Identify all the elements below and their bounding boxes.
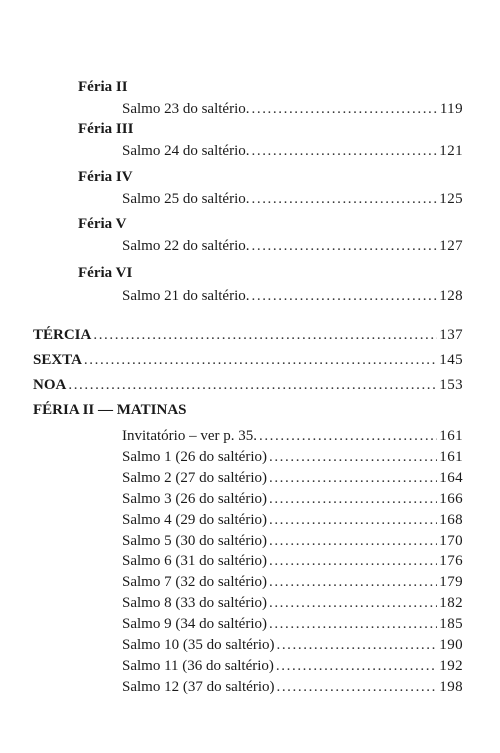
toc-entry-label: Salmo 8 (33 do saltério) xyxy=(122,595,267,611)
toc-entry xyxy=(122,573,463,591)
leader-dots xyxy=(252,287,438,305)
toc-entry-label: Salmo 4 (29 do saltério) xyxy=(122,512,267,528)
toc-entry xyxy=(122,237,463,255)
leader-dots xyxy=(84,351,437,369)
toc-entry xyxy=(122,532,463,550)
toc-entry-page: 185 xyxy=(439,616,463,632)
feria-heading: Féria III xyxy=(78,121,134,137)
hour-page: 145 xyxy=(439,352,463,368)
toc-entry-label: Salmo 7 (32 do saltério) xyxy=(122,574,267,590)
leader-dots xyxy=(68,376,437,394)
feria-heading: Féria IV xyxy=(78,169,133,185)
hour-label: NOA xyxy=(33,377,67,393)
toc-entry xyxy=(122,190,463,208)
toc-entry-label: Salmo 9 (34 do saltério) xyxy=(122,616,267,632)
matinas-heading: FÉRIA II — MATINAS xyxy=(33,402,187,418)
toc-entry-page: 166 xyxy=(439,491,463,507)
leader-dots xyxy=(269,552,437,570)
toc-entry-label: Salmo 25 do saltério. xyxy=(122,191,250,207)
feria-heading: Féria VI xyxy=(78,265,133,281)
feria-heading: Féria V xyxy=(78,216,127,232)
toc-hour-entry xyxy=(33,326,463,344)
toc-entry-page: 127 xyxy=(439,238,463,254)
toc-entry-page: 121 xyxy=(439,143,463,159)
hour-label: SEXTA xyxy=(33,352,82,368)
toc-entry xyxy=(122,469,463,487)
toc-entry-label: Salmo 11 (36 do saltério) xyxy=(122,658,274,674)
toc-entry-label: Salmo 1 (26 do saltério) xyxy=(122,449,267,465)
toc-entry-label: Salmo 21 do saltério. xyxy=(122,288,250,304)
toc-entry-label: Salmo 22 do saltério. xyxy=(122,238,250,254)
toc-entry xyxy=(122,100,463,118)
toc-entry xyxy=(122,142,463,160)
leader-dots xyxy=(276,636,437,654)
toc-entry xyxy=(122,511,463,529)
toc-entry-label: Salmo 5 (30 do saltério) xyxy=(122,533,267,549)
toc-entry xyxy=(122,657,463,675)
toc-entry-page: 192 xyxy=(439,658,463,674)
leader-dots xyxy=(252,237,438,255)
leader-dots xyxy=(252,190,438,208)
toc-entry-page: 168 xyxy=(439,512,463,528)
toc-entry-label: Salmo 24 do saltério. xyxy=(122,143,250,159)
toc-entry-page: 190 xyxy=(439,637,463,653)
toc-entry-page: 161 xyxy=(439,449,463,465)
toc-entry-label: Salmo 3 (26 do saltério) xyxy=(122,491,267,507)
toc-entry xyxy=(122,678,463,696)
leader-dots xyxy=(252,142,438,160)
leader-dots xyxy=(269,490,437,508)
leader-dots xyxy=(269,532,437,550)
toc-entry xyxy=(122,287,463,305)
toc-entry xyxy=(122,615,463,633)
toc-entry xyxy=(122,552,463,570)
toc-entry xyxy=(122,490,463,508)
toc-entry-page: 119 xyxy=(439,101,463,117)
leader-dots xyxy=(276,678,437,696)
toc-entry-page: 182 xyxy=(439,595,463,611)
toc-entry-label: Salmo 6 (31 do saltério) xyxy=(122,553,267,569)
leader-dots xyxy=(276,657,437,675)
leader-dots xyxy=(269,615,437,633)
toc-entry xyxy=(122,636,463,654)
toc-entry-label: Salmo 23 do saltério. xyxy=(122,101,250,117)
leader-dots xyxy=(259,427,437,445)
feria-heading: Féria II xyxy=(78,79,128,95)
leader-dots xyxy=(269,469,437,487)
toc-entry-label: Salmo 10 (35 do saltério) xyxy=(122,637,275,653)
toc-entry-page: 164 xyxy=(439,470,463,486)
toc-hour-entry xyxy=(33,376,463,394)
leader-dots xyxy=(269,594,437,612)
toc-entry-page: 176 xyxy=(439,553,463,569)
toc-entry-label: Salmo 2 (27 do saltério) xyxy=(122,470,267,486)
toc-entry-page: 170 xyxy=(439,533,463,549)
toc-entry xyxy=(122,594,463,612)
leader-dots xyxy=(93,326,437,344)
hour-page: 137 xyxy=(439,327,463,343)
toc-entry-page: 198 xyxy=(439,679,463,695)
toc-entry xyxy=(122,427,463,445)
leader-dots xyxy=(252,100,438,118)
toc-entry-page: 128 xyxy=(439,288,463,304)
toc-entry-label: Invitatório – ver p. 35. xyxy=(122,428,257,444)
hour-page: 153 xyxy=(439,377,463,393)
leader-dots xyxy=(269,511,437,529)
toc-hour-entry xyxy=(33,351,463,369)
leader-dots xyxy=(269,448,437,466)
toc-entry xyxy=(122,448,463,466)
hour-label: TÉRCIA xyxy=(33,327,92,343)
toc-entry-page: 161 xyxy=(439,428,463,444)
toc-entry-page: 125 xyxy=(439,191,463,207)
toc-entry-page: 179 xyxy=(439,574,463,590)
toc-entry-label: Salmo 12 (37 do saltério) xyxy=(122,679,275,695)
leader-dots xyxy=(269,573,437,591)
